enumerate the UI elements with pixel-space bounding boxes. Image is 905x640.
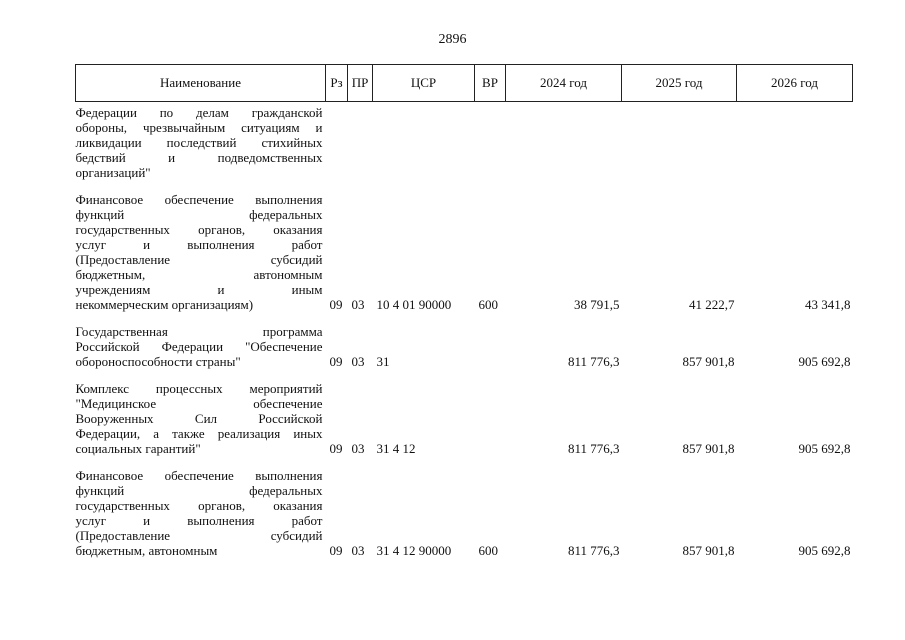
row-value-2025: 857 901,8 [682, 441, 735, 456]
row-value-2026: 905 692,8 [798, 441, 851, 456]
row-name-cell [76, 324, 326, 381]
row-pr: 03 [351, 354, 365, 369]
row-rz: 09 [329, 354, 343, 369]
row-value-2026: 905 692,8 [798, 354, 851, 369]
row-name-line: некоммерческим организациям) [75, 297, 254, 312]
row-value-2024: 38 791,5 [574, 297, 620, 312]
row-value-2024: 811 776,3 [567, 441, 620, 456]
row-value-2025: 857 901,8 [682, 543, 735, 558]
page-number: 2896 [438, 32, 467, 47]
header-2024: 2024 год [506, 65, 622, 102]
row-pr [348, 102, 373, 193]
row-pr: 03 [351, 441, 365, 456]
row-name-line: учреждениям и иным [75, 282, 323, 297]
row-name-cell [76, 468, 326, 570]
header-csr: ЦСР [373, 65, 475, 102]
row-name-cell [76, 381, 326, 468]
row-csr [373, 102, 475, 193]
row-value-2024 [506, 102, 622, 193]
row-name-line: бедствий и подведомственных [75, 150, 323, 165]
row-name-line: (Предоставление субсидий [75, 252, 323, 267]
table-row [76, 324, 853, 381]
header-vr: ВР [475, 65, 506, 102]
row-csr: 31 4 12 [376, 441, 416, 456]
row-name-line: обороны, чрезвычайным ситуациям и [75, 120, 323, 135]
table-row [76, 192, 853, 324]
header-pr: ПР [348, 65, 373, 102]
row-vr [475, 324, 506, 381]
row-vr: 600 [478, 297, 498, 312]
row-name-line: Федерации, а также реализация иных [75, 426, 323, 441]
row-value-2026 [737, 102, 853, 193]
row-name-line: Комплекс процессных мероприятий [75, 381, 323, 396]
row-value-2026: 43 341,8 [805, 297, 851, 312]
row-pr: 03 [351, 543, 365, 558]
row-name-line: бюджетным, автономным [75, 267, 323, 282]
row-name-line: социальных гарантий" [75, 441, 201, 456]
row-name-line: государственных органов, оказания [75, 498, 323, 513]
row-name-cell [76, 192, 326, 324]
header-2026: 2026 год [737, 65, 853, 102]
row-name-line: Вооруженных Сил Российской [75, 411, 323, 426]
header-2025: 2025 год [622, 65, 737, 102]
header-name: Наименование [76, 65, 326, 102]
row-name-line: Федерации по делам гражданской [75, 105, 323, 120]
row-value-2025: 41 222,7 [689, 297, 735, 312]
row-vr [475, 102, 506, 193]
table-row [76, 381, 853, 468]
row-pr: 03 [351, 297, 365, 312]
row-name-line: Государственная программа [75, 324, 323, 339]
row-rz: 09 [329, 543, 343, 558]
row-rz: 09 [329, 297, 343, 312]
row-name-line: обороноспособности страны" [75, 354, 241, 369]
row-rz: 09 [329, 441, 343, 456]
row-name-cell [76, 102, 326, 193]
row-value-2025: 857 901,8 [682, 354, 735, 369]
row-name-line: (Предоставление субсидий [75, 528, 323, 543]
row-name-line: бюджетным, автономным [75, 543, 218, 558]
row-name-line: "Медицинское обеспечение [75, 396, 323, 411]
row-value-2026: 905 692,8 [798, 543, 851, 558]
budget-table [75, 64, 853, 570]
row-csr: 31 4 12 90000 [376, 543, 452, 558]
row-value-2024: 811 776,3 [567, 543, 620, 558]
row-name-line: Российской Федерации "Обеспечение [75, 339, 323, 354]
row-name-line: функций федеральных [75, 483, 323, 498]
row-name-line: государственных органов, оказания [75, 222, 323, 237]
table-body [76, 102, 853, 571]
row-vr: 600 [478, 543, 498, 558]
header-rz: Рз [326, 65, 348, 102]
row-rz [326, 102, 348, 193]
row-name-line: ликвидации последствий стихийных [75, 135, 323, 150]
table-row [76, 102, 853, 193]
table-header-row [76, 65, 853, 102]
row-csr: 10 4 01 90000 [376, 297, 452, 312]
row-vr [475, 381, 506, 468]
row-name-line: услуг и выполнения работ [75, 513, 323, 528]
table-row [76, 468, 853, 570]
row-name-line: услуг и выполнения работ [75, 237, 323, 252]
row-name-line: организаций" [75, 165, 151, 180]
row-value-2025 [622, 102, 737, 193]
row-name-line: функций федеральных [75, 207, 323, 222]
row-name-line: Финансовое обеспечение выполнения [75, 192, 323, 207]
row-name-line: Финансовое обеспечение выполнения [75, 468, 323, 483]
row-value-2024: 811 776,3 [567, 354, 620, 369]
row-csr: 31 [376, 354, 390, 369]
